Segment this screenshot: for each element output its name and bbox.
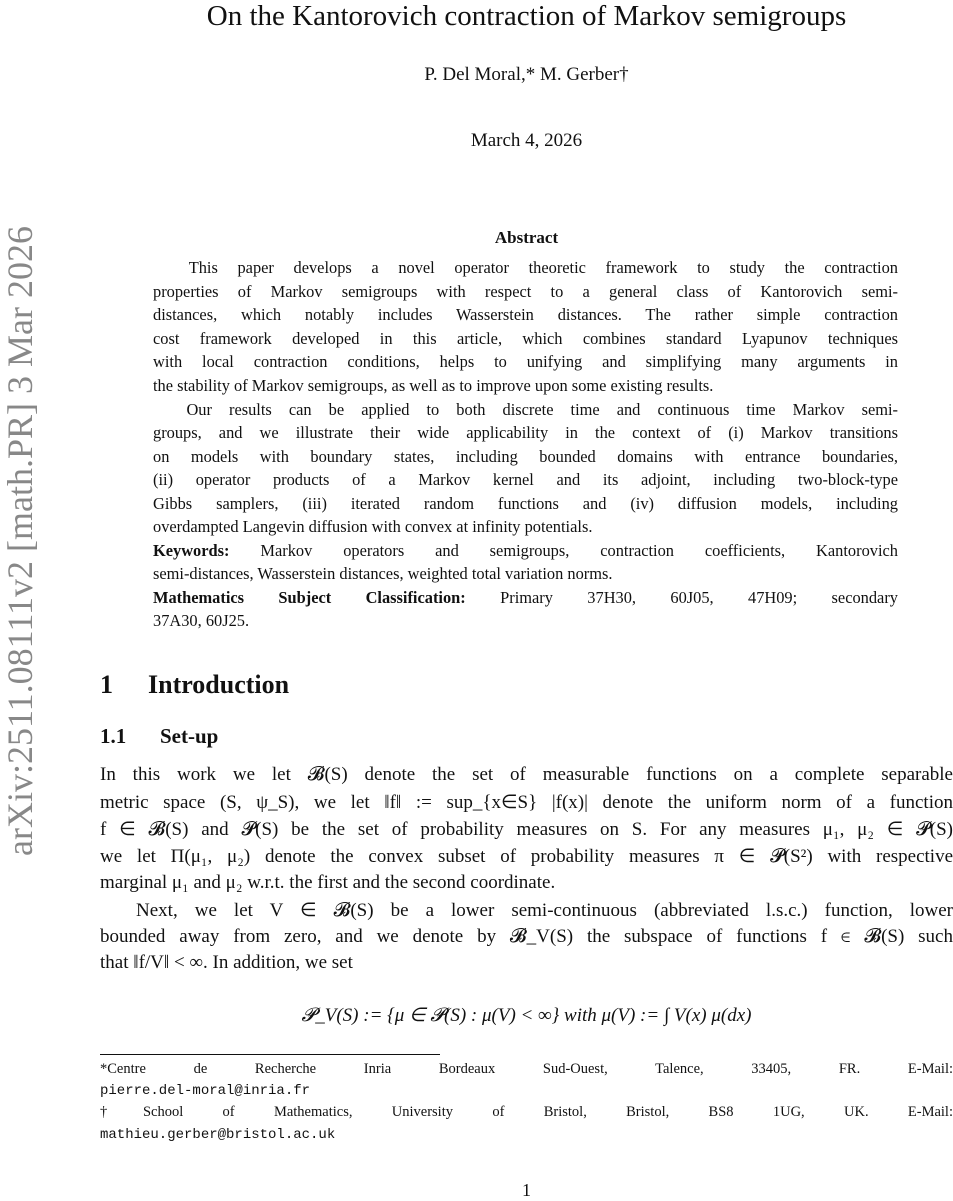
- body-line: metric space (S, ψ_S), we let ‖f‖ := sup_{x∈S} |f(x)| denote the uniform norm of a function: [100, 792, 953, 813]
- body-line: In this work we let 𝓑(S) denote the set of measurable functions on a complete separable: [100, 764, 953, 785]
- body-line: f ∈ 𝓑(S) and 𝓟(S) be the set of probability measures on S. For any measures μ₁, μ₂ ∈ 𝓟(S): [100, 819, 953, 840]
- abstract-line: Gibbs samplers, (iii) iterated random functions and (iv) diffusion models, including: [153, 494, 898, 513]
- msc-text: Primary 37H30, 60J05, 47H09; secondary: [500, 588, 898, 607]
- subsection-number: 1.1: [100, 724, 127, 748]
- msc-line: [153, 588, 898, 608]
- keywords-label: Keywords:: [153, 541, 230, 560]
- authors: P. Del Moral,* M. Gerber†: [424, 64, 629, 85]
- body-line: Next, we let V ∈ 𝓑(S) be a lower semi-continuous (abbreviated l.s.c.) function, lower: [100, 900, 953, 921]
- footnote-email[interactable]: mathieu.gerber@bristol.ac.uk: [100, 1127, 336, 1143]
- subsection-heading: [100, 724, 218, 749]
- paper-title: On the Kantorovich contraction of Markov semigroups: [206, 0, 847, 32]
- body-line: bounded away from zero, and we denote by 𝓑_V(S) the subspace of functions f ∈ 𝓑(S) such: [100, 926, 953, 947]
- footnote: *Centre de Recherche Inria Bordeaux Sud-Ouest, Talence, 33405, FR. E-Mail:: [100, 1061, 953, 1077]
- abstract-line: with local contraction conditions, helps to unifying and simplifying many arguments in: [153, 352, 898, 371]
- keywords-line: semi-distances, Wasserstein distances, weighted total variation norms.: [153, 564, 613, 583]
- page-number: 1: [522, 1180, 531, 1200]
- abstract-line: overdampted Langevin diffusion with convex at infinity potentials.: [153, 517, 593, 536]
- subsection-title: Set-up: [160, 724, 219, 748]
- section-title: Introduction: [148, 670, 290, 699]
- keywords-text: Markov operators and semigroups, contraction coefficients, Kantorovich: [260, 541, 898, 560]
- footnote: †School of Mathematics, University of Bristol, Bristol, BS8 1UG, UK. E-Mail:: [100, 1104, 953, 1120]
- body-line: that ‖f/V‖ < ∞. In addition, we set: [100, 952, 353, 973]
- abstract-line: cost framework developed in this article, which combines standard Lyapunov techniques: [153, 329, 898, 348]
- abstract-line: Our results can be applied to both discrete time and continuous time Markov semi-: [153, 400, 898, 419]
- abstract-line: groups, and we illustrate their wide applicability in the context of (i) Markov transitions: [153, 423, 898, 442]
- abstract-line: This paper develops a novel operator theoretic framework to study the contraction: [153, 258, 898, 277]
- footnote-rule: [100, 1054, 440, 1055]
- abstract-line: (ii) operator products of a Markov kernel and its adjoint, including two-block-type: [153, 470, 898, 489]
- abstract-line: distances, which notably includes Wasserstein distances. The rather simple contraction: [153, 305, 898, 324]
- date: March 4, 2026: [470, 130, 583, 151]
- body-line: we let Π(μ₁, μ₂) denote the convex subset of probability measures π ∈ 𝓟(S²) with respective: [100, 846, 953, 867]
- keywords-line: [153, 541, 898, 561]
- abstract-line: on models with boundary states, including bounded domains with entrance boundaries,: [153, 447, 898, 466]
- equation: 𝓟_V(S) := {μ ∈ 𝓟(S) : μ(V) < ∞} with μ(V) := ∫ V(x) μ(dx): [301, 1005, 752, 1026]
- section-number: 1: [100, 670, 113, 699]
- abstract-line: the stability of Markov semigroups, as well as to improve upon some existing results.: [153, 376, 714, 395]
- body-line: marginal μ₁ and μ₂ w.r.t. the first and the second coordinate.: [100, 872, 556, 893]
- abstract-line: properties of Markov semigroups with respect to a general class of Kantorovich semi-: [153, 282, 898, 301]
- abstract-heading: Abstract: [494, 228, 559, 247]
- msc-line: 37A30, 60J25.: [153, 611, 250, 630]
- footnote-email[interactable]: pierre.del-moral@inria.fr: [100, 1083, 311, 1099]
- arxiv-stamp: arXiv:2511.08111v2 [math.PR] 3 Mar 2026: [0, 226, 40, 856]
- section-heading: [100, 670, 289, 700]
- msc-label: Mathematics Subject Classification:: [153, 588, 466, 607]
